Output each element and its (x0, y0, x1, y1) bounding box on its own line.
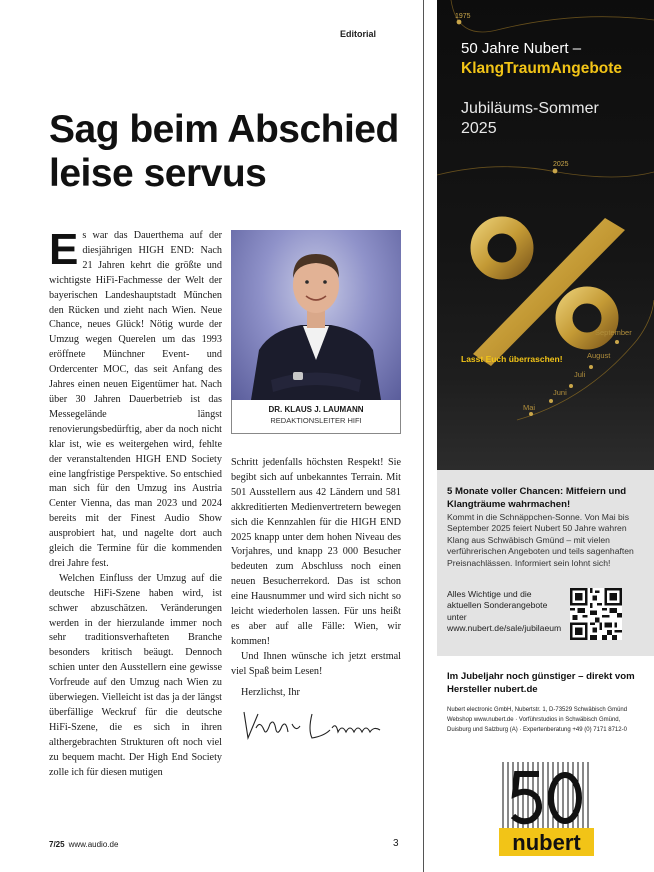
month-juni: Juni (553, 388, 567, 397)
ad-title-line-2: KlangTraumAngebote (461, 60, 623, 77)
nubert-advertisement (437, 0, 654, 872)
article-column-1 (49, 225, 222, 781)
ad-surprise: Lasst Euch überraschen! (461, 354, 563, 364)
month-september: September (595, 328, 632, 337)
month-juli: Juli (574, 370, 586, 379)
article-paragraph-1: s war das Dauerthema auf der diesjährigen HIGH END: Nach 21 Jahren kehrt die größte und wichtigste HiFi-Fachmesse der Welt der bayerischen Landeshauptstadt München den Rücken und zieht nach Wien. Neue Chance, neues Glück! Nötig wurde der Umzug wegen Querelen um das 1993 eröffnete Münchner Event- und Ordercenter MOC, das seit Anfang des Jahres einen neuen Eigentümer hat. Nach über 30 Jahren Dauerbetrieb ist das Messegelände längst renovierungsbedürftig, aber da noch nicht klar ist, wie es weitergehen wird, fehlte der veranstaltenden HIGH END Society eine langfristige Perspektive. So entschied man sich für den Umzug ins Austria Center Vienna, das man 2023 und 2024 bereits mit der Finest Audio Show ausprobiert hat, und nagelte dort auch gleich die Termine für die kommenden drei Jahre fest. (49, 230, 222, 569)
ad-company-address: Nubert electronic GmbH, Nubertstr. 1, D-73529 Schwäbisch Gmünd (447, 707, 628, 713)
logo-text: nubert (512, 830, 581, 855)
author-photo-block (231, 230, 401, 400)
ad-subtitle-line-1: Jubiläums-Sommer (461, 100, 599, 117)
ad-company-webshop: Webshop www.nubert.de · Vorführstudios in Schwäbisch Gmünd, (447, 717, 621, 723)
ad-dark-panel (437, 0, 654, 470)
year-1975-label: 1975 (455, 13, 471, 20)
ad-company-contact: Duisburg und Salzburg (A) · Expertenberatung +49 (0) 7171 8712-0 (447, 727, 627, 733)
page-number: 3 (393, 838, 399, 849)
ad-body: Kommt in die Schnäppchen-Sonne. Von Mai bis September 2025 feiert Nubert 50 Jahre wahren Klang aus Schwäbisch Gmünd – mit vielen verführerischen Angeboten und teils sagenhaften Preisnachlässen. Informiert sein lohnt sich! (447, 512, 634, 568)
ad-headline: 5 Monate voller Chancen: Mitfeiern und Klangträume wahrmachen! (447, 486, 627, 510)
qr-code-icon (570, 588, 622, 640)
footer-issue (49, 840, 118, 849)
article-paragraph-2: Welchen Einfluss der Umzug auf die deutsche HiFi-Szene haben wird, ist schwer abzuschätzen. Veränderungen werden in der hierzulande immer noch sehr traditionsverhafteten Branche besonders kritisch beäugt. Dennoch schien unter den Ausstellern eine gewisse Vorfreude auf den Umzug nach Wien zu überwiegen. Vielleicht ist das ja der längst überfällige Weckruf für die deutsche HiFi-Szene, die es sich in ihren althergebrachten Strukturen oft noch viel zu bequem macht. Der High End Society zolle ich für diesen mutigen (49, 572, 222, 778)
article-paragraph-3: Schritt jedenfalls höchsten Respekt! Sie begibt sich auf unbekanntes Terrain. Mit 501 Ausstellern aus 42 Ländern und 581 akkreditierten Medienvertretern bewegen sich die Kennzahlen für die HIGH END 2025 knapp unter dem hohen Niveau des Vorjahres, und knapp 23 000 Besucher bedeuten zum Abschluss noch einen neuen Besucherrekord. Das ist schon eine Hausnummer und wird sich nicht so leicht wiederholen lassen. Für uns heißt es aber auf alle Fälle: Wien, wir kommen! (231, 457, 401, 647)
dropcap: E (49, 225, 79, 274)
article-column-2 (231, 456, 401, 680)
photo-caption (231, 400, 401, 434)
section-label: Editorial (340, 29, 377, 39)
ad-company-info (447, 705, 652, 735)
author-role: REDAKTIONSLEITER HIFI (270, 416, 362, 425)
article-paragraph-4: Und Ihnen wünsche ich jetzt erstmal viel Spaß beim Lesen! (231, 650, 401, 677)
footer-website: www.audio.de (68, 840, 119, 849)
headline-line-1: Sag beim Abschied (49, 108, 399, 151)
nubert-logo (499, 760, 594, 856)
ad-info: Alles Wichtige und die aktuellen Sonderangebote unter www.nubert.de/sale/jubilaeum (447, 589, 562, 634)
ad-subtitle-line-2: 2025 (461, 120, 497, 137)
column-divider (423, 0, 424, 872)
headline (49, 108, 409, 196)
year-2025-label: 2025 (553, 161, 569, 168)
headline-line-2: leise servus (49, 152, 267, 195)
month-mai: Mai (523, 403, 536, 412)
signature (238, 700, 388, 745)
signoff: Herzlichst, Ihr (241, 687, 300, 698)
ad-bottom-headline: Im Jubeljahr noch günstiger – direkt vom Hersteller nubert.de (447, 671, 635, 695)
month-august: August (587, 351, 611, 360)
ad-title-line-1: 50 Jahre Nubert – (461, 40, 582, 57)
author-name: DR. KLAUS J. LAUMANN (268, 405, 364, 414)
issue-number: 7/25 (49, 840, 65, 849)
author-photo (231, 230, 401, 400)
